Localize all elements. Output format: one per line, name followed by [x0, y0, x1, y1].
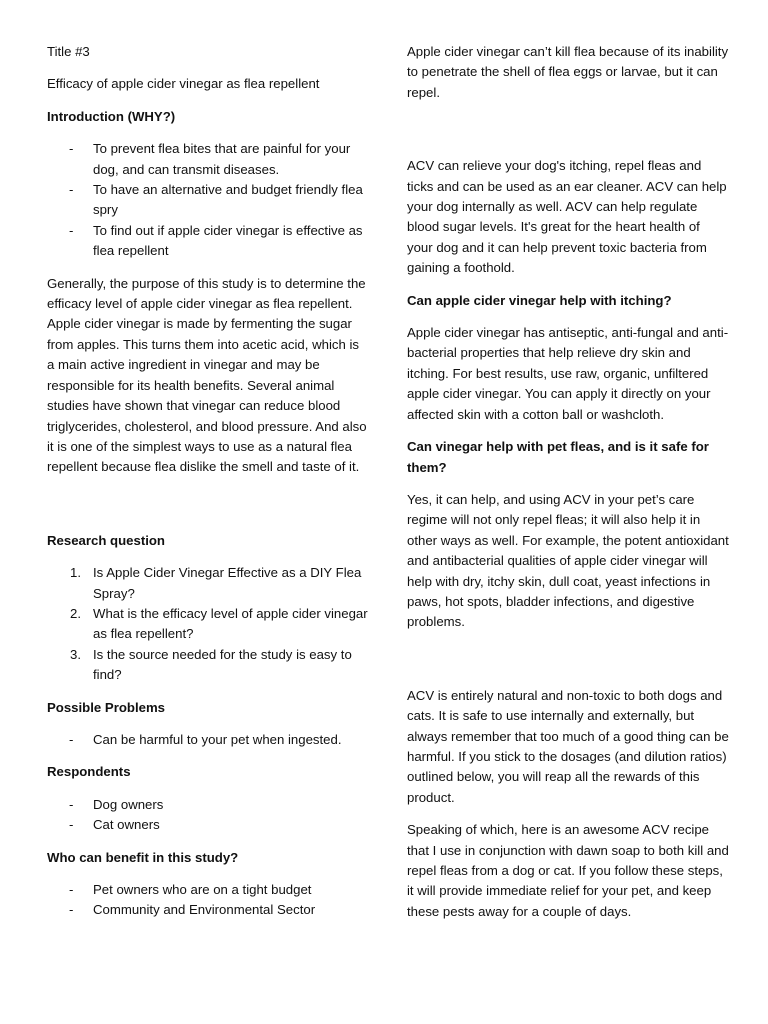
document-title: Efficacy of apple cider vinegar as flea repellent [47, 76, 320, 92]
dash-marker: - [69, 182, 74, 198]
dash-marker: - [69, 222, 74, 238]
benefit-heading: Who can benefit in this study? [47, 849, 239, 865]
title-label: Title #3 [47, 44, 90, 59]
respondents-list [47, 795, 369, 836]
benefit-list [47, 880, 369, 921]
intro-heading: Introduction (WHY?) [47, 108, 176, 124]
list-item: 3. Is the source needed for the study is easy to find? [70, 646, 352, 683]
paragraph-itching-answer: Apple cider vinegar has antiseptic, anti-fungal and anti-bacterial properties that help relieve dry skin and itching. For best results, use raw, organic, unfiltered apple cider vinegar. You can apply it directly on your affected skin with a cotton ball or washcloth. [407, 325, 729, 422]
list-item: - Can be harmful to your pet when ingested. [69, 731, 342, 747]
left-column [47, 42, 369, 921]
list-item: - Cat owners [69, 817, 160, 833]
paragraph-acv-benefits: ACV can relieve your dog's itching, repel fleas and ticks and can be used as an ear cleaner. ACV can help your dog internally as well. ACV can help regulate blood sugar levels. It's great for the heart health of your dog and it can help prevent toxic bacteria from gaining a foothold. [407, 158, 727, 276]
list-item: - Dog owners [69, 796, 164, 812]
list-item: - Pet owners who are on a tight budget [69, 882, 312, 897]
list-item: 1. Is Apple Cider Vinegar Effective as a DIY Flea Spray? [70, 565, 362, 601]
list-item: - To prevent flea bites that are painful for your dog, and can transmit diseases. [69, 141, 351, 177]
paragraph-pet-fleas-answer: Yes, it can help, and using ACV in your pet’s care regime will not only repel fleas; it will also help it in other ways as well. For example, the potent antioxidant and antibacterial qualities of apple cider vinegar will help with dry, itchy skin, dull coat, yeast infections in paws, hot spots, bladder infections, and digestive problems. [407, 491, 729, 630]
list-item: - To find out if apple cider vinegar is effective as flea repellent [69, 222, 363, 259]
question-pet-fleas: Can vinegar help with pet fleas, and is it safe for them? [407, 439, 709, 475]
research-heading: Research question [47, 532, 165, 548]
question-itching: Can apple cider vinegar help with itching? [407, 292, 672, 308]
paragraph-flea-shell: Apple cider vinegar can’t kill flea because of its inability to penetrate the shell of flea eggs or larvae, but it can repel. [407, 44, 729, 100]
problems-heading: Possible Problems [47, 699, 165, 715]
list-item: - To have an alternative and budget friendly flea spry [69, 182, 363, 218]
right-column [407, 42, 729, 922]
paragraph-safety: ACV is entirely natural and non-toxic to both dogs and cats. It is safe to use internally and externally, but always remember that too much of a good thing can be harmful. If you stick to the dosages (and dilution ratios) outlined below, you will reap all the rewards of this product. [407, 687, 729, 805]
research-list [47, 563, 369, 685]
list-item: - Community and Environmental Sector [69, 902, 316, 918]
purpose-paragraph: Generally, the purpose of this study is to determine the efficacy level of apple cider vinegar as flea repellent. Apple cider vinegar is made by fermenting the sugar from apples. This turns them into acetic acid, which is a main active ingredient in vinegar and may be responsible for its health benefits. Several animal studies have shown that vinegar can reduce blood triglycerides, cholesterol, and blood pressure. And also it is one of the simplest ways to use as a natural flea repellent because flea dislike the smell and taste of it. [47, 275, 367, 475]
paragraph-recipe: Speaking of which, here is an awesome ACV recipe that I use in conjunction with dawn soap to both kill and repel fleas from a dog or cat. If you follow these steps, it will provide immediate relief for your pet, and keep these pests away for a couple of days. [407, 822, 729, 919]
respondents-heading: Respondents [47, 764, 131, 780]
intro-list [47, 139, 369, 261]
dash-marker: - [69, 141, 74, 157]
problems-list [47, 730, 369, 750]
list-item: 2. What is the efficacy level of apple cider vinegar as flea repellent? [70, 605, 368, 642]
